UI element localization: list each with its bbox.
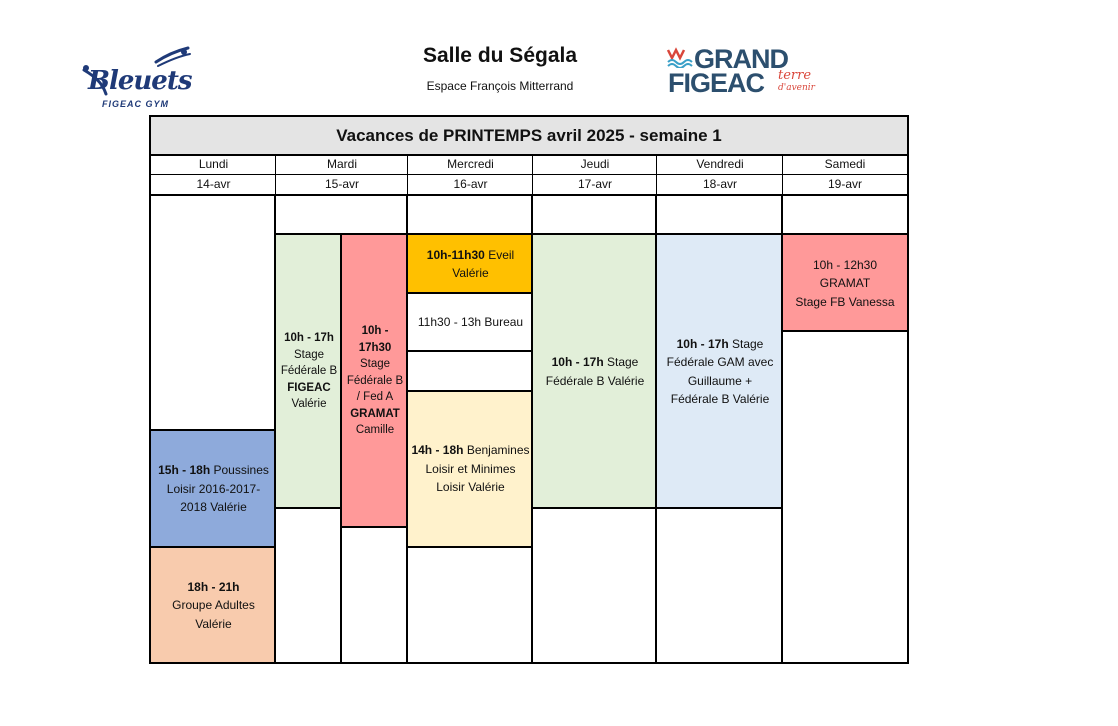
day-name-vendredi: Vendredi: [696, 157, 744, 171]
event-samedi-stage: [783, 235, 907, 332]
event-mardi-stage-gramat: [342, 235, 408, 527]
event-time: 18h - 21h: [187, 579, 240, 594]
grid-line: [274, 507, 342, 509]
event-vendredi-stage: [657, 235, 783, 508]
day-date-jeudi: 17-avr: [577, 177, 612, 191]
event-lundi-poussines: [151, 430, 276, 548]
grid-line: [340, 526, 408, 528]
event-line: Valérie: [195, 616, 232, 631]
event-line: Loisir 2016-2017-: [166, 481, 261, 496]
grid-line: [531, 195, 533, 664]
event-mercredi-eveil: [408, 235, 533, 293]
event-line: Fédérale GAM avec: [666, 355, 774, 369]
day-date-mardi: 15-avr: [324, 177, 359, 191]
event-place: GRAMAT: [350, 407, 400, 420]
logo-grand-text: GRAND: [694, 44, 788, 74]
event-line: Poussines: [213, 463, 269, 478]
grid-line: [149, 194, 909, 196]
event-line: Benjamines: [466, 443, 530, 458]
event-line: Fédérale B Valérie: [545, 373, 645, 388]
event-line: 2018 Valérie: [180, 500, 247, 515]
grid-line: [149, 115, 909, 117]
day-name-mardi: Mardi: [326, 157, 357, 171]
event-jeudi-stage: [533, 235, 657, 508]
event-line: / Fed A: [356, 391, 394, 404]
event-time: 17h30: [358, 341, 392, 354]
grid-line: [407, 155, 408, 195]
day-date-mercredi: 16-avr: [453, 177, 488, 191]
event-coach: Valérie: [452, 266, 489, 280]
event-coach: Valérie: [291, 398, 327, 411]
logo-figeac-text: FIGEAC: [668, 68, 765, 98]
day-date-vendredi: 18-avr: [702, 177, 737, 191]
grid-line: [781, 195, 783, 664]
day-name-jeudi: Jeudi: [580, 157, 610, 171]
event-coach: Camille: [355, 424, 395, 437]
grid-line: [656, 155, 657, 195]
grid-line: [149, 546, 276, 548]
event-mardi-stage-figeac: [276, 235, 342, 508]
event-time: 10h - 17h: [551, 355, 604, 369]
bleuets-logo: [72, 46, 194, 114]
grid-line: [406, 350, 533, 352]
venue-subtitle: Espace François Mitterrand: [426, 79, 574, 93]
event-time: 10h-11h30: [426, 247, 485, 262]
grid-line: [531, 507, 783, 509]
event-line: Fédérale B Valérie: [670, 392, 770, 406]
grid-line: [149, 429, 276, 431]
grid-line: [275, 155, 276, 195]
grid-line: [149, 174, 909, 175]
event-lundi-adultes: [151, 548, 276, 663]
grid-line: [406, 292, 533, 294]
day-name-samedi: Samedi: [824, 157, 866, 171]
event-time: 10h -: [361, 325, 389, 338]
grid-line: [406, 195, 408, 664]
grid-line: [781, 330, 908, 332]
bleuets-sub-text: FIGEAC GYM: [102, 99, 170, 109]
event-time: 10h - 17h: [676, 336, 729, 351]
event-mercredi-bureau: 11h30 - 13h Bureau: [417, 314, 524, 329]
bleuets-brand-text: Bleuets: [88, 66, 192, 96]
grand-figeac-logo: [666, 44, 826, 100]
grid-line: [907, 115, 909, 664]
event-time: 14h - 18h: [411, 443, 464, 458]
event-line: Fédérale B: [346, 374, 404, 387]
event-place: FIGEAC: [287, 381, 331, 394]
grid-line: [149, 154, 909, 156]
grid-line: [655, 195, 657, 664]
grid-line: [406, 546, 533, 548]
grid-line: [149, 115, 151, 664]
event-line: Stage: [732, 336, 764, 351]
day-date-lundi: 14-avr: [196, 177, 231, 191]
grid-line: [340, 235, 342, 664]
event-line: 10h - 12h30: [812, 257, 878, 272]
event-title: Eveil: [488, 247, 515, 262]
event-mercredi-benjamines: [408, 391, 533, 547]
logo-tagline-1: terre: [778, 68, 812, 83]
event-line: Stage: [359, 358, 391, 371]
day-name-lundi: Lundi: [198, 157, 229, 171]
schedule-title: Vacances de PRINTEMPS avril 2025 - semaine 1: [151, 117, 907, 155]
grid-line: [782, 155, 783, 195]
grid-line: [149, 662, 909, 664]
logo-tagline: [778, 70, 815, 94]
wave-icon: [666, 46, 696, 68]
event-line: Stage: [293, 348, 325, 361]
day-name-mercredi: Mercredi: [447, 157, 494, 171]
venue-title: Salle du Ségala: [422, 44, 578, 67]
event-line: Stage FB Vanessa: [795, 294, 895, 309]
event-line: GRAMAT: [819, 276, 871, 291]
event-time: 15h - 18h: [158, 463, 211, 478]
event-line: Loisir et Minimes: [425, 461, 516, 476]
grid-line: [274, 233, 908, 235]
event-line: Groupe Adultes: [172, 598, 255, 613]
event-time: 10h - 17h: [284, 332, 334, 345]
grid-line: [406, 390, 533, 392]
event-line: Fédérale B: [280, 365, 338, 378]
day-date-samedi: 19-avr: [827, 177, 862, 191]
logo-tagline-2: d'avenir: [778, 83, 815, 93]
grid-line: [532, 155, 533, 195]
event-line: Guillaume +: [687, 373, 753, 388]
event-line: Stage: [607, 355, 639, 369]
event-line: Loisir Valérie: [436, 480, 505, 495]
